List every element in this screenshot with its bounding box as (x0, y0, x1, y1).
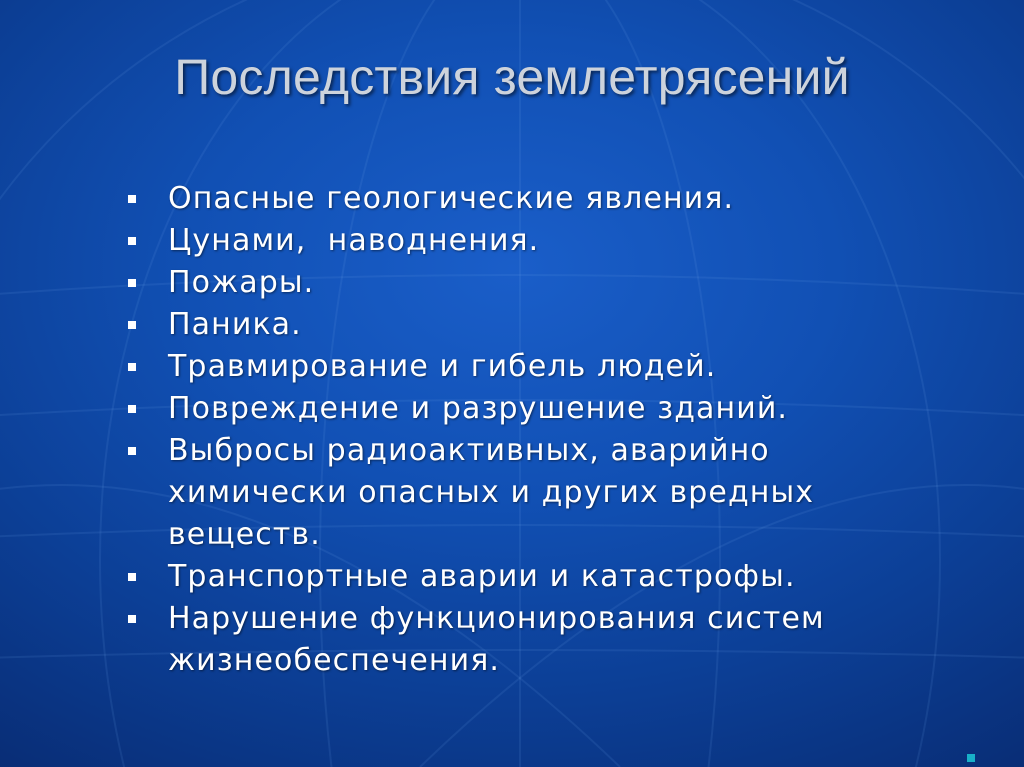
white-square-bullet-icon (128, 195, 136, 203)
white-square-bullet-icon (128, 405, 136, 413)
bullet-item (126, 388, 926, 430)
bullet-item (126, 346, 926, 388)
bullet-text: Выбросы радиоактивных, аварийно химически опасных и других вредных веществ. (168, 433, 815, 552)
bullet-text: Нарушение функционирования систем жизнеобеспечения. (168, 601, 825, 678)
bullet-item (126, 304, 926, 346)
slide-title: Последствия землетрясений (174, 49, 850, 105)
bullet-item (126, 262, 926, 304)
bullet-item (126, 178, 926, 220)
teal-square-icon (967, 754, 975, 762)
bullet-item (126, 556, 926, 598)
bullet-text: Пожары. (168, 265, 315, 300)
bullet-item (126, 220, 926, 262)
white-square-bullet-icon (128, 615, 136, 623)
bullet-item (126, 598, 926, 682)
white-square-bullet-icon (128, 237, 136, 245)
bullet-list (126, 178, 926, 682)
white-square-bullet-icon (128, 279, 136, 287)
bullet-text: Опасные геологические явления. (168, 181, 735, 216)
bullet-text: Паника. (168, 307, 302, 342)
bullet-item (126, 430, 926, 556)
white-square-bullet-icon (128, 321, 136, 329)
white-square-bullet-icon (128, 447, 136, 455)
bullet-text: Травмирование и гибель людей. (168, 349, 717, 384)
bullet-text: Транспортные аварии и катастрофы. (168, 559, 796, 594)
white-square-bullet-icon (128, 363, 136, 371)
bullet-text: Цунами, наводнения. (168, 223, 540, 258)
white-square-bullet-icon (128, 573, 136, 581)
bullet-text: Повреждение и разрушение зданий. (168, 391, 789, 426)
